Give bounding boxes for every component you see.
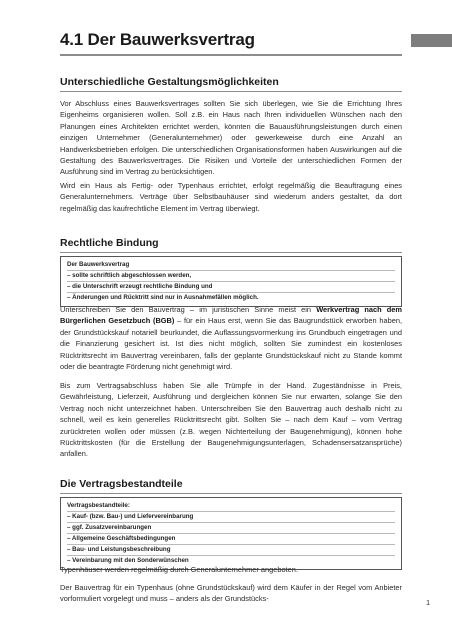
section-divider [60, 493, 402, 494]
paragraph-bold-text: Werkvertrag nach dem Bürgerlichen Gesetzbuch (BGB) [60, 305, 402, 326]
info-box-item: – die Unterschrift erzeugt rechtliche Bindung und [67, 281, 395, 292]
title-divider [60, 54, 402, 56]
paragraph-typenhaus: Wird ein Haus als Fertig- oder Typenhaus errichtet, erfolgt regelmäßig die Beauftragung eines Generalunternehmers. Verträge über Selbstbauhäuser sind wiederum anders gestaltet, da dort regelmäßig das kaufrechtliche Element im Vertrag überwiegt. [60, 181, 402, 213]
paragraph-unterschreiben [60, 304, 402, 372]
info-box-item: – Änderungen und Rücktritt sind nur in Ausnahmefällen möglich. [67, 292, 395, 303]
paragraph-text: Unterschreiben Sie den Bauvertrag – im juristischen Sinne meist ein [60, 305, 317, 314]
info-box-bauwerksvertrag [60, 256, 402, 307]
info-box-vertragsbestandteile [60, 497, 402, 570]
info-box-item: – ggf. Zusatzvereinbarungen [67, 522, 395, 533]
section-heading-bindung: Rechtliche Bindung [60, 237, 159, 249]
section-heading-vertragsbestandteile: Die Vertragsbestandteile [60, 478, 183, 490]
section-divider [60, 91, 402, 92]
paragraph-truempfe: Bis zum Vertragsabschluss haben Sie alle Trümpfe in der Hand. Zugeständnisse in Preis, Gewährleistung, Lieferzeit, Ausführung und dergleichen können Sie nur erwarten, solange Sie den Vertrag noch nicht unterzeichnet haben. Unterschreiben Sie den Bauvertrag auch deshalb nicht zu schnell, weil es kein generelles Rücktrittsrecht gibt. Sollten Sie – nach dem Kauf – vom Vertrag zurücktreten wollen oder müssen (z.B. wegen Nichterteilung der Baugenehmigung), können hohe Rücktrittskosten (für die Erstellung der Baugenehmigungsunterlagen, Schadensersatzansprüche) anfallen. [60, 381, 402, 459]
paragraph-bauvertrag-typenhaus: Der Bauvertrag für ein Typenhaus (ohne Grundstückskauf) wird dem Käufer in der Regel vom Anbieter vorformuliert vorgelegt und muss – anders als der Grundstücks- [60, 583, 402, 604]
info-box-item: – Kauf- (bzw. Bau-) und Liefervereinbarung [67, 511, 395, 522]
section-heading-gestaltung: Unterschiedliche Gestaltungsmöglichkeiten [60, 76, 279, 88]
chapter-side-tab [411, 34, 452, 47]
info-box-item: – sollte schriftlich abgeschlossen werden, [67, 270, 395, 281]
page-number: 1 [426, 598, 431, 607]
info-box-item: – Bau- und Leistungsbeschreibung [67, 544, 395, 555]
info-box-title: Vertragsbestandteile: [67, 502, 130, 509]
paragraph-generalunternehmer: Typenhäuser werden regelmäßig durch Generalunternehmer angeboten. [60, 565, 298, 574]
info-box-item: – Allgemeine Geschäftsbedingungen [67, 533, 395, 544]
chapter-title: 4.1 Der Bauwerksvertrag [60, 30, 255, 49]
info-box-title: Der Bauwerksvertrag [67, 261, 130, 268]
paragraph-organisation: Vor Abschluss eines Bauwerksvertrages sollten Sie sich überlegen, wie Sie die Errichtung Ihres Eigenheims organisieren wollen. Soll z.B. ein Haus nach Ihren individuellen Wünschen nach den Planungen eines Architekten errichtet werden, könnten die Bauausführungsleistungen durch einen einzigen Unternehmer (Generalunternehmer) oder gewerkeweise durch eine Anzahl an Handwerksbetrieben erfolgen. Die unterschiedlichen Organisationsformen haben Auswirkungen auf die Gestaltung des Bauwerksvertrages. Die Risiken und Vorteile der unterschiedlichen Formen der Ausführung sind im Vertrag zu berücksichtigen. [60, 99, 402, 177]
section-divider [60, 252, 402, 253]
paragraph-text: – für ein Haus erst, wenn Sie das Baugrundstück erworben haben, der Grundstückskauf notariell beurkundet, die Auflassungsvormerkung ins Grundbuch eingetragen und die Finanzierung gesichert ist. Ist dies nicht möglich, sollten Sie zumindest ein kostenloses Rücktrittsrecht im Bauvertrag vereinbaren, falls der geplante Grundstückskauf nicht zu Stande kommt oder die beantragte Förderung nicht genehmigt wird. [60, 316, 402, 372]
info-box-item: – Vereinbarung mit den Sonderwünschen [67, 555, 395, 566]
